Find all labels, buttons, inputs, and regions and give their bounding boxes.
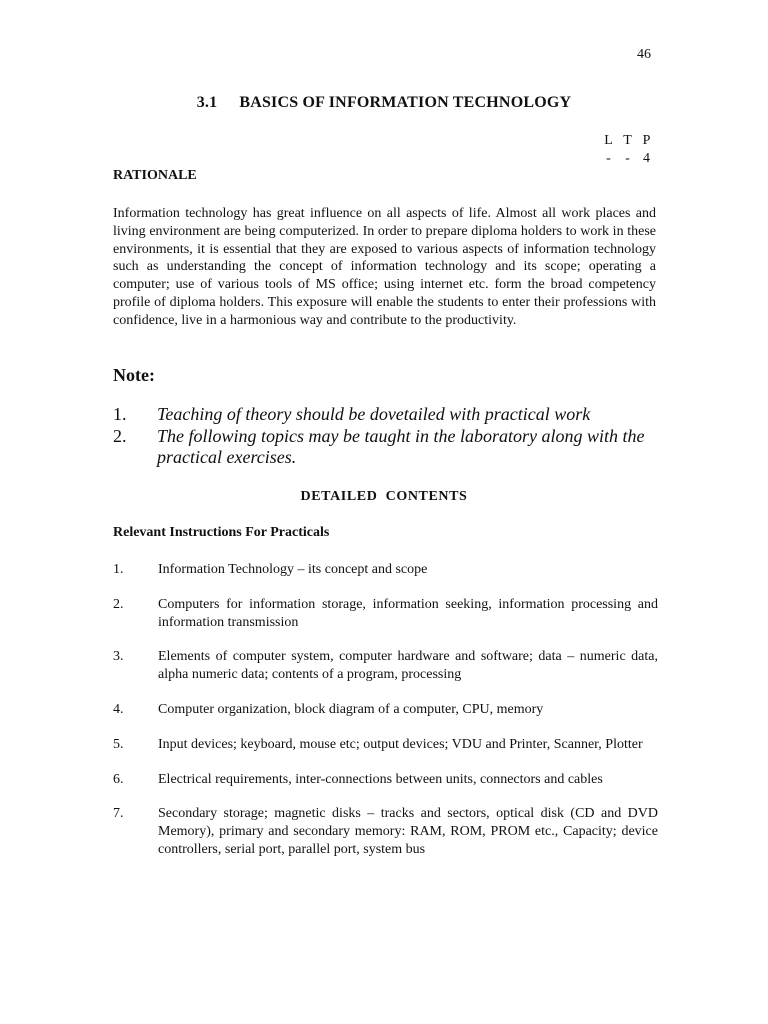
ltp-value-p: 4 (643, 151, 650, 166)
list-item (113, 736, 658, 754)
ltp-value-t: - (625, 151, 630, 166)
ltp-values (599, 151, 659, 167)
ltp-labels (599, 133, 659, 149)
rationale-heading: RATIONALE (113, 168, 197, 183)
note-heading: Note: (113, 365, 155, 385)
note-item-number: 1. (113, 404, 127, 424)
list-item-text: Input devices; keyboard, mouse etc; output devices; VDU and Printer, Scanner, Plotter (158, 736, 643, 752)
ltp-label-t: T (623, 133, 632, 148)
section-title-text: BASICS OF INFORMATION TECHNOLOGY (239, 94, 572, 111)
list-item-text: Computers for information storage, information seeking, information processing and information transmission (158, 596, 658, 630)
list-item-number: 2. (113, 596, 124, 612)
list-item (113, 596, 658, 632)
list-item-number: 1. (113, 562, 124, 577)
section-number: 3.1 (196, 94, 218, 111)
list-item-text: Elements of computer system, computer hardware and software; data – numeric data, alpha numeric data; contents of a program, processing (158, 649, 658, 683)
note-item-number: 2. (113, 425, 127, 446)
contents-list (113, 561, 658, 876)
list-item (113, 805, 658, 858)
ltp-value-l: - (606, 151, 611, 166)
list-item (113, 648, 658, 684)
section-title (0, 94, 768, 112)
list-item-text: Information Technology – its concept and scope (158, 562, 428, 577)
list-item-number: 6. (113, 771, 124, 787)
note-list (113, 404, 658, 469)
ltp-label-p: P (642, 133, 651, 148)
ltp-label-l: L (604, 133, 613, 148)
note-item-text: Teaching of theory should be dovetailed with practical work (157, 404, 591, 424)
note-item-text: The following topics may be taught in the laboratory along with the practical exercises. (157, 425, 645, 467)
detailed-contents-heading: DETAILED CONTENTS (300, 489, 468, 504)
list-item-number: 5. (113, 736, 124, 752)
list-item-number: 7. (113, 806, 124, 822)
relevant-instructions-heading: Relevant Instructions For Practicals (113, 525, 330, 540)
list-item-text: Secondary storage; magnetic disks – tracks and sectors, optical disk (CD and DVD Memory), primary and secondary memory: RAM, ROM, PROM etc., Capacity; device controllers, serial port, parallel port, system bus (158, 806, 658, 857)
list-item-text: Computer organization, block diagram of a computer, CPU, memory (158, 701, 544, 717)
rationale-paragraph: Information technology has great influence on all aspects of life. Almost all work places and living environment are being computerized. In order to prepare diploma holders to work in these environments, it is essential that they are exposed to various aspects of information technology such as understanding the concept of information technology and its scope; operating a computer; use of various tools of MS office; using internet etc. form the broad competency profile of diploma holders. This exposure will enable the students to enter their professions with confidence, live in a harmonious way and contribute to the productivity. (113, 206, 656, 328)
list-item-text: Electrical requirements, inter-connections between units, connectors and cables (158, 771, 603, 787)
page-number: 46 (637, 47, 651, 62)
note-item (113, 404, 658, 426)
list-item-number: 4. (113, 701, 124, 717)
list-item (113, 561, 658, 579)
list-item (113, 701, 658, 719)
note-item (113, 426, 658, 469)
list-item-number: 3. (113, 649, 124, 665)
list-item (113, 771, 658, 789)
